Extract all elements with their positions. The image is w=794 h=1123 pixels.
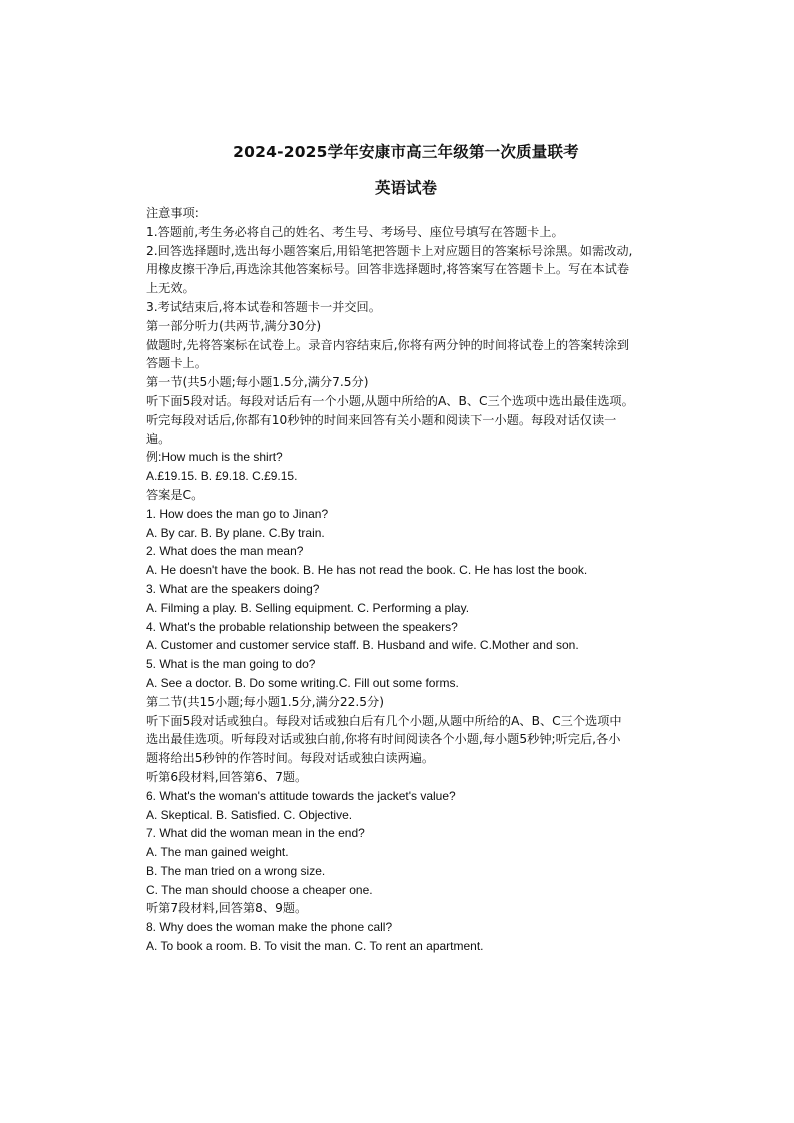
- question-1-options: A. By car. B. By plane. C.By train.: [146, 525, 325, 540]
- material-7-heading: 听第7段材料,回答第8、9题。: [146, 901, 308, 916]
- example-options: A.£19.15. B. £9.18. C.£9.15.: [146, 469, 298, 484]
- question-7-option-a: A. The man gained weight.: [146, 845, 289, 860]
- question-5-options: A. See a doctor. B. Do some writing.C. Fill out some forms.: [146, 675, 459, 690]
- part1-instruction: 答题卡上。: [146, 356, 207, 371]
- note-line: 上无效。: [146, 281, 195, 296]
- part1-heading: 第一部分听力(共两节,满分30分): [146, 318, 322, 333]
- note-line: 3.考试结束后,将本试卷和答题卡一并交回。: [146, 299, 381, 314]
- part1-instruction: 做题时,先将答案标在试卷上。录音内容结束后,你将有两分钟的时间将试卷上的答案转涂到: [146, 337, 630, 352]
- question-7-option-c: C. The man should choose a cheaper one.: [146, 882, 373, 897]
- section1-instruction: 听下面5段对话。每段对话后有一个小题,从题中所给的A、B、C三个选项中选出最佳选项。: [146, 393, 634, 408]
- exam-subtitle: 英语试卷: [374, 179, 437, 197]
- question-8-options: A. To book a room. B. To visit the man. C. To rent an apartment.: [146, 939, 484, 954]
- question-3: 3. What are the speakers doing?: [146, 581, 320, 596]
- note-line: 2.回答选择题时,选出每小题答案后,用铅笔把答题卡上对应题目的答案标号涂黑。如需改动,: [146, 243, 633, 258]
- section2-heading: 第二节(共15小题;每小题1.5分,满分22.5分): [146, 694, 384, 709]
- question-4: 4. What's the probable relationship between the speakers?: [146, 619, 458, 634]
- question-3-options: A. Filming a play. B. Selling equipment. C. Performing a play.: [146, 600, 470, 615]
- section2-instruction: 听下面5段对话或独白。每段对话或独白后有几个小题,从题中所给的A、B、C三个选项中: [146, 713, 622, 728]
- section1-heading: 第一节(共5小题;每小题1.5分,满分7.5分): [146, 375, 369, 390]
- question-8: 8. Why does the woman make the phone call?: [146, 920, 393, 935]
- question-6: 6. What's the woman's attitude towards the jacket's value?: [146, 788, 456, 803]
- question-5: 5. What is the man going to do?: [146, 657, 316, 672]
- question-2-options: A. He doesn't have the book. B. He has not read the book. C. He has lost the book.: [146, 563, 588, 578]
- question-4-options: A. Customer and customer service staff. B. Husband and wife. C.Mother and son.: [146, 638, 579, 653]
- question-7-option-b: B. The man tried on a wrong size.: [146, 863, 326, 878]
- section2-instruction: 选出最佳选项。听每段对话或独白前,你将有时间阅读各个小题,每小题5秒钟;听完后,各小: [146, 732, 621, 747]
- example-answer: 答案是C。: [146, 487, 204, 502]
- note-line: 用橡皮擦干净后,再选涂其他答案标号。回答非选择题时,将答案写在答题卡上。写在本试卷: [146, 262, 630, 277]
- section1-instruction: 遍。: [146, 431, 171, 446]
- question-7: 7. What did the woman mean in the end?: [146, 826, 365, 841]
- note-line: 1.答题前,考生务必将自己的姓名、考生号、考场号、座位号填写在答题卡上。: [146, 224, 564, 239]
- question-6-options: A. Skeptical. B. Satisfied. C. Objective.: [146, 807, 353, 822]
- notes-heading: 注意事项:: [146, 206, 199, 220]
- section1-instruction: 听完每段对话后,你都有10秒钟的时间来回答有关小题和阅读下一小题。每段对话仅读一: [146, 412, 617, 427]
- exam-page: [146, 140, 666, 956]
- example-question: 例:How much is the shirt?: [146, 450, 283, 465]
- question-2: 2. What does the man mean?: [146, 544, 304, 559]
- exam-title: 2024-2025学年安康市高三年级第一次质量联考: [233, 143, 579, 161]
- question-1: 1. How does the man go to Jinan?: [146, 506, 329, 521]
- section2-instruction: 题将给出5秒钟的作答时间。每段对话或独白读两遍。: [146, 751, 435, 766]
- material-6-heading: 听第6段材料,回答第6、7题。: [146, 769, 308, 784]
